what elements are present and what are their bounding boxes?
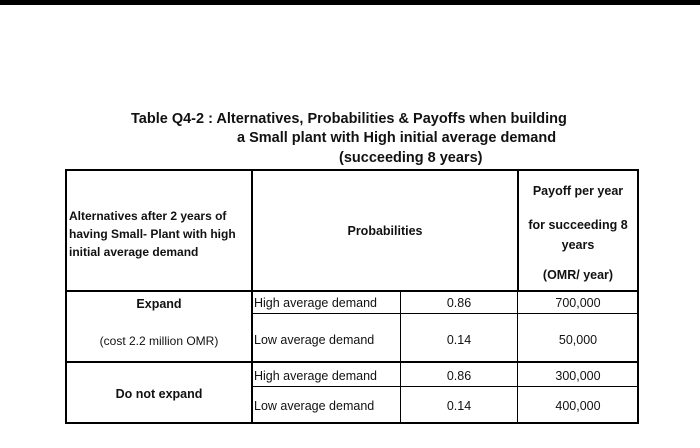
table-title-line-2: a Small plant with High initial average demand: [237, 130, 557, 146]
header-payoff-cell: [517, 169, 639, 292]
row-divider: [253, 313, 637, 314]
alternative-label: Do not expand: [115, 387, 203, 401]
probability-value: 0.14: [446, 333, 472, 347]
probability-value: 0.86: [446, 369, 472, 383]
header-payoff-line: Payoff per year: [532, 184, 624, 198]
probability-value: 0.86: [446, 296, 472, 310]
alternative-note: (cost 2.2 million OMR): [99, 334, 219, 348]
payoff-value: 50,000: [558, 333, 598, 347]
header-probabilities: [251, 169, 519, 292]
demand-label: High average demand: [254, 296, 377, 310]
alternative-cell-do-not-expand: [65, 361, 253, 424]
table-title-line-3: (succeeding 8 years): [339, 150, 483, 166]
header-alternatives-line: having Small- Plant with high: [69, 227, 236, 241]
alternative-label: Expand: [136, 297, 182, 311]
header-probabilities-label: Probabilities: [347, 223, 423, 238]
demand-label: High average demand: [254, 369, 377, 383]
column-divider: [400, 314, 401, 361]
header-alternatives-line: initial average demand: [69, 245, 199, 259]
column-divider: [400, 363, 401, 386]
column-divider: [400, 292, 401, 313]
table-title: Table Q4-2 : Alternatives, Probabilities & Payoffs when building: [131, 111, 567, 127]
header-alternatives-line: Alternatives after 2 years of: [69, 209, 227, 223]
demand-label: Low average demand: [254, 399, 375, 413]
header-payoff-line: for succeeding 8: [528, 218, 628, 232]
column-divider: [517, 292, 518, 422]
header-payoff-line: years: [561, 238, 595, 252]
payoff-value: 700,000: [555, 296, 601, 310]
row-divider: [253, 386, 637, 387]
header-payoff-line: (OMR/ year): [542, 268, 614, 282]
header-alternatives-cell: [65, 169, 253, 292]
alternative-cell-expand: [65, 290, 253, 363]
payoff-value: 300,000: [555, 369, 601, 383]
probability-value: 0.14: [446, 399, 472, 413]
top-border: [0, 0, 700, 5]
demand-label: Low average demand: [254, 333, 375, 347]
payoff-value: 400,000: [555, 399, 601, 413]
column-divider: [400, 387, 401, 422]
